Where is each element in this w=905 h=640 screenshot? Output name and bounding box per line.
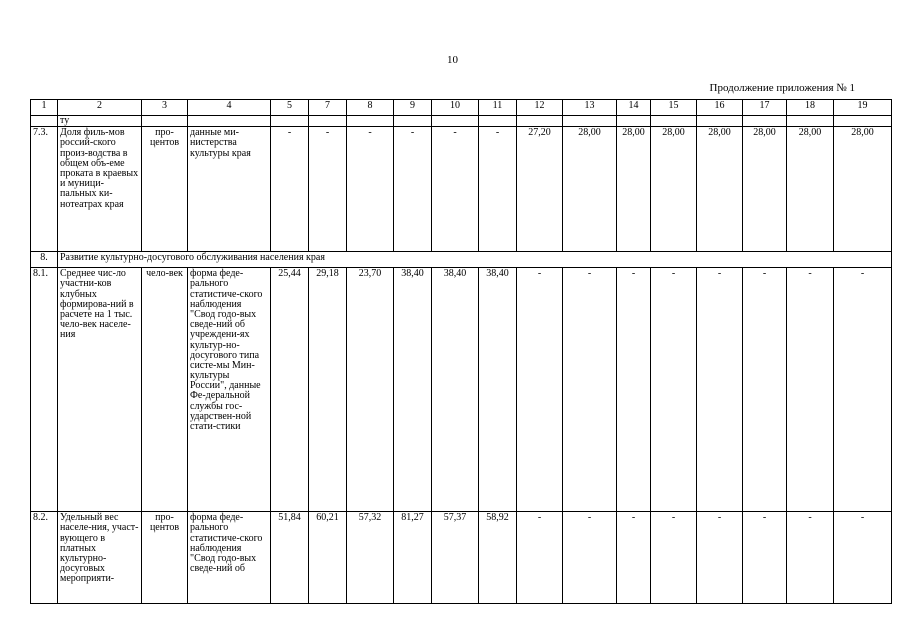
value-cell: -: [617, 268, 651, 512]
value-cell: -: [432, 127, 479, 252]
unit: чело-век: [142, 268, 188, 512]
header-cell: 8: [347, 100, 394, 116]
value-cell: -: [651, 268, 697, 512]
section-row: [31, 252, 892, 268]
header-cell: 2: [58, 100, 142, 116]
header-cell: 5: [271, 100, 309, 116]
header-cell: 7: [309, 100, 347, 116]
row-number: 7.3.: [31, 127, 58, 252]
value-cell: -: [309, 127, 347, 252]
value-cell: -: [617, 512, 651, 604]
tail-row-text: ту: [58, 116, 142, 127]
data-source: форма феде-рального статистиче-ского наблюдения "Свод годо-вых сведе-ний об: [188, 512, 271, 604]
page-number: 10: [447, 54, 458, 66]
header-cell: 19: [834, 100, 892, 116]
value-cell: 57,37: [432, 512, 479, 604]
value-cell: 81,27: [394, 512, 432, 604]
header-cell: 10: [432, 100, 479, 116]
data-source: данные ми-нистерства культуры края: [188, 127, 271, 252]
continuation-label: Продолжение приложения № 1: [709, 82, 855, 94]
value-cell: -: [743, 268, 787, 512]
indicator-name: Доля филь-мов россий-ского произ-водства в общем объ-еме проката в краевых и муници-пальных ки-нотеатрах края: [58, 127, 142, 252]
value-cell: -: [787, 268, 834, 512]
value-cell: 60,21: [309, 512, 347, 604]
value-cell: 28,00: [617, 127, 651, 252]
value-cell: -: [394, 127, 432, 252]
value-cell: -: [787, 512, 834, 604]
value-cell: -: [651, 512, 697, 604]
table-row: [31, 127, 892, 252]
section-number: 8.: [31, 252, 58, 268]
value-cell: -: [271, 127, 309, 252]
row-number: 8.1.: [31, 268, 58, 512]
value-cell: -: [563, 512, 617, 604]
header-cell: 15: [651, 100, 697, 116]
indicator-name: Среднее чис-ло участни-ков клубных формирова-ний в расчете на 1 тыс. чело-век населе-ния: [58, 268, 142, 512]
section-title: Развитие культурно-досугового обслуживания населения края: [58, 252, 892, 268]
header-cell: 1: [31, 100, 58, 116]
header-cell: 16: [697, 100, 743, 116]
header-cell: 9: [394, 100, 432, 116]
value-cell: 38,40: [432, 268, 479, 512]
value-cell: 28,00: [651, 127, 697, 252]
value-cell: -: [479, 127, 517, 252]
value-cell: 38,40: [394, 268, 432, 512]
row-number: 8.2.: [31, 512, 58, 604]
value-cell: -: [697, 512, 743, 604]
tail-row: [31, 116, 892, 127]
value-cell: 28,00: [697, 127, 743, 252]
unit: про-центов: [142, 127, 188, 252]
value-cell: 38,40: [479, 268, 517, 512]
header-cell: 4: [188, 100, 271, 116]
header-cell: 12: [517, 100, 563, 116]
value-cell: -: [743, 512, 787, 604]
value-cell: -: [697, 268, 743, 512]
table-row: [31, 512, 892, 604]
value-cell: 27,20: [517, 127, 563, 252]
header-cell: 17: [743, 100, 787, 116]
header-cell: 13: [563, 100, 617, 116]
value-cell: -: [347, 127, 394, 252]
value-cell: 28,00: [787, 127, 834, 252]
value-cell: 28,00: [834, 127, 892, 252]
value-cell: -: [834, 268, 892, 512]
header-cell: 18: [787, 100, 834, 116]
value-cell: 28,00: [563, 127, 617, 252]
value-cell: -: [834, 512, 892, 604]
value-cell: -: [563, 268, 617, 512]
indicators-table: [30, 99, 892, 604]
header-row: [31, 100, 892, 116]
value-cell: 58,92: [479, 512, 517, 604]
value-cell: 23,70: [347, 268, 394, 512]
value-cell: 25,44: [271, 268, 309, 512]
header-cell: 3: [142, 100, 188, 116]
value-cell: -: [517, 512, 563, 604]
header-cell: 14: [617, 100, 651, 116]
data-source: форма феде-рального статистиче-ского наблюдения "Свод годо-вых сведе-ний об учреждени-ях культур-но-досугового типа систе-мы Мин-культуры России", данные Фе-деральной службы гос-ударствен-ной стати-стики: [188, 268, 271, 512]
value-cell: 29,18: [309, 268, 347, 512]
value-cell: -: [517, 268, 563, 512]
unit: про-центов: [142, 512, 188, 604]
value-cell: 28,00: [743, 127, 787, 252]
value-cell: 57,32: [347, 512, 394, 604]
value-cell: 51,84: [271, 512, 309, 604]
table-row: [31, 268, 892, 512]
header-cell: 11: [479, 100, 517, 116]
indicator-name: Удельный вес населе-ния, участ-вующего в платных культурно-досуговых мероприяти-: [58, 512, 142, 604]
